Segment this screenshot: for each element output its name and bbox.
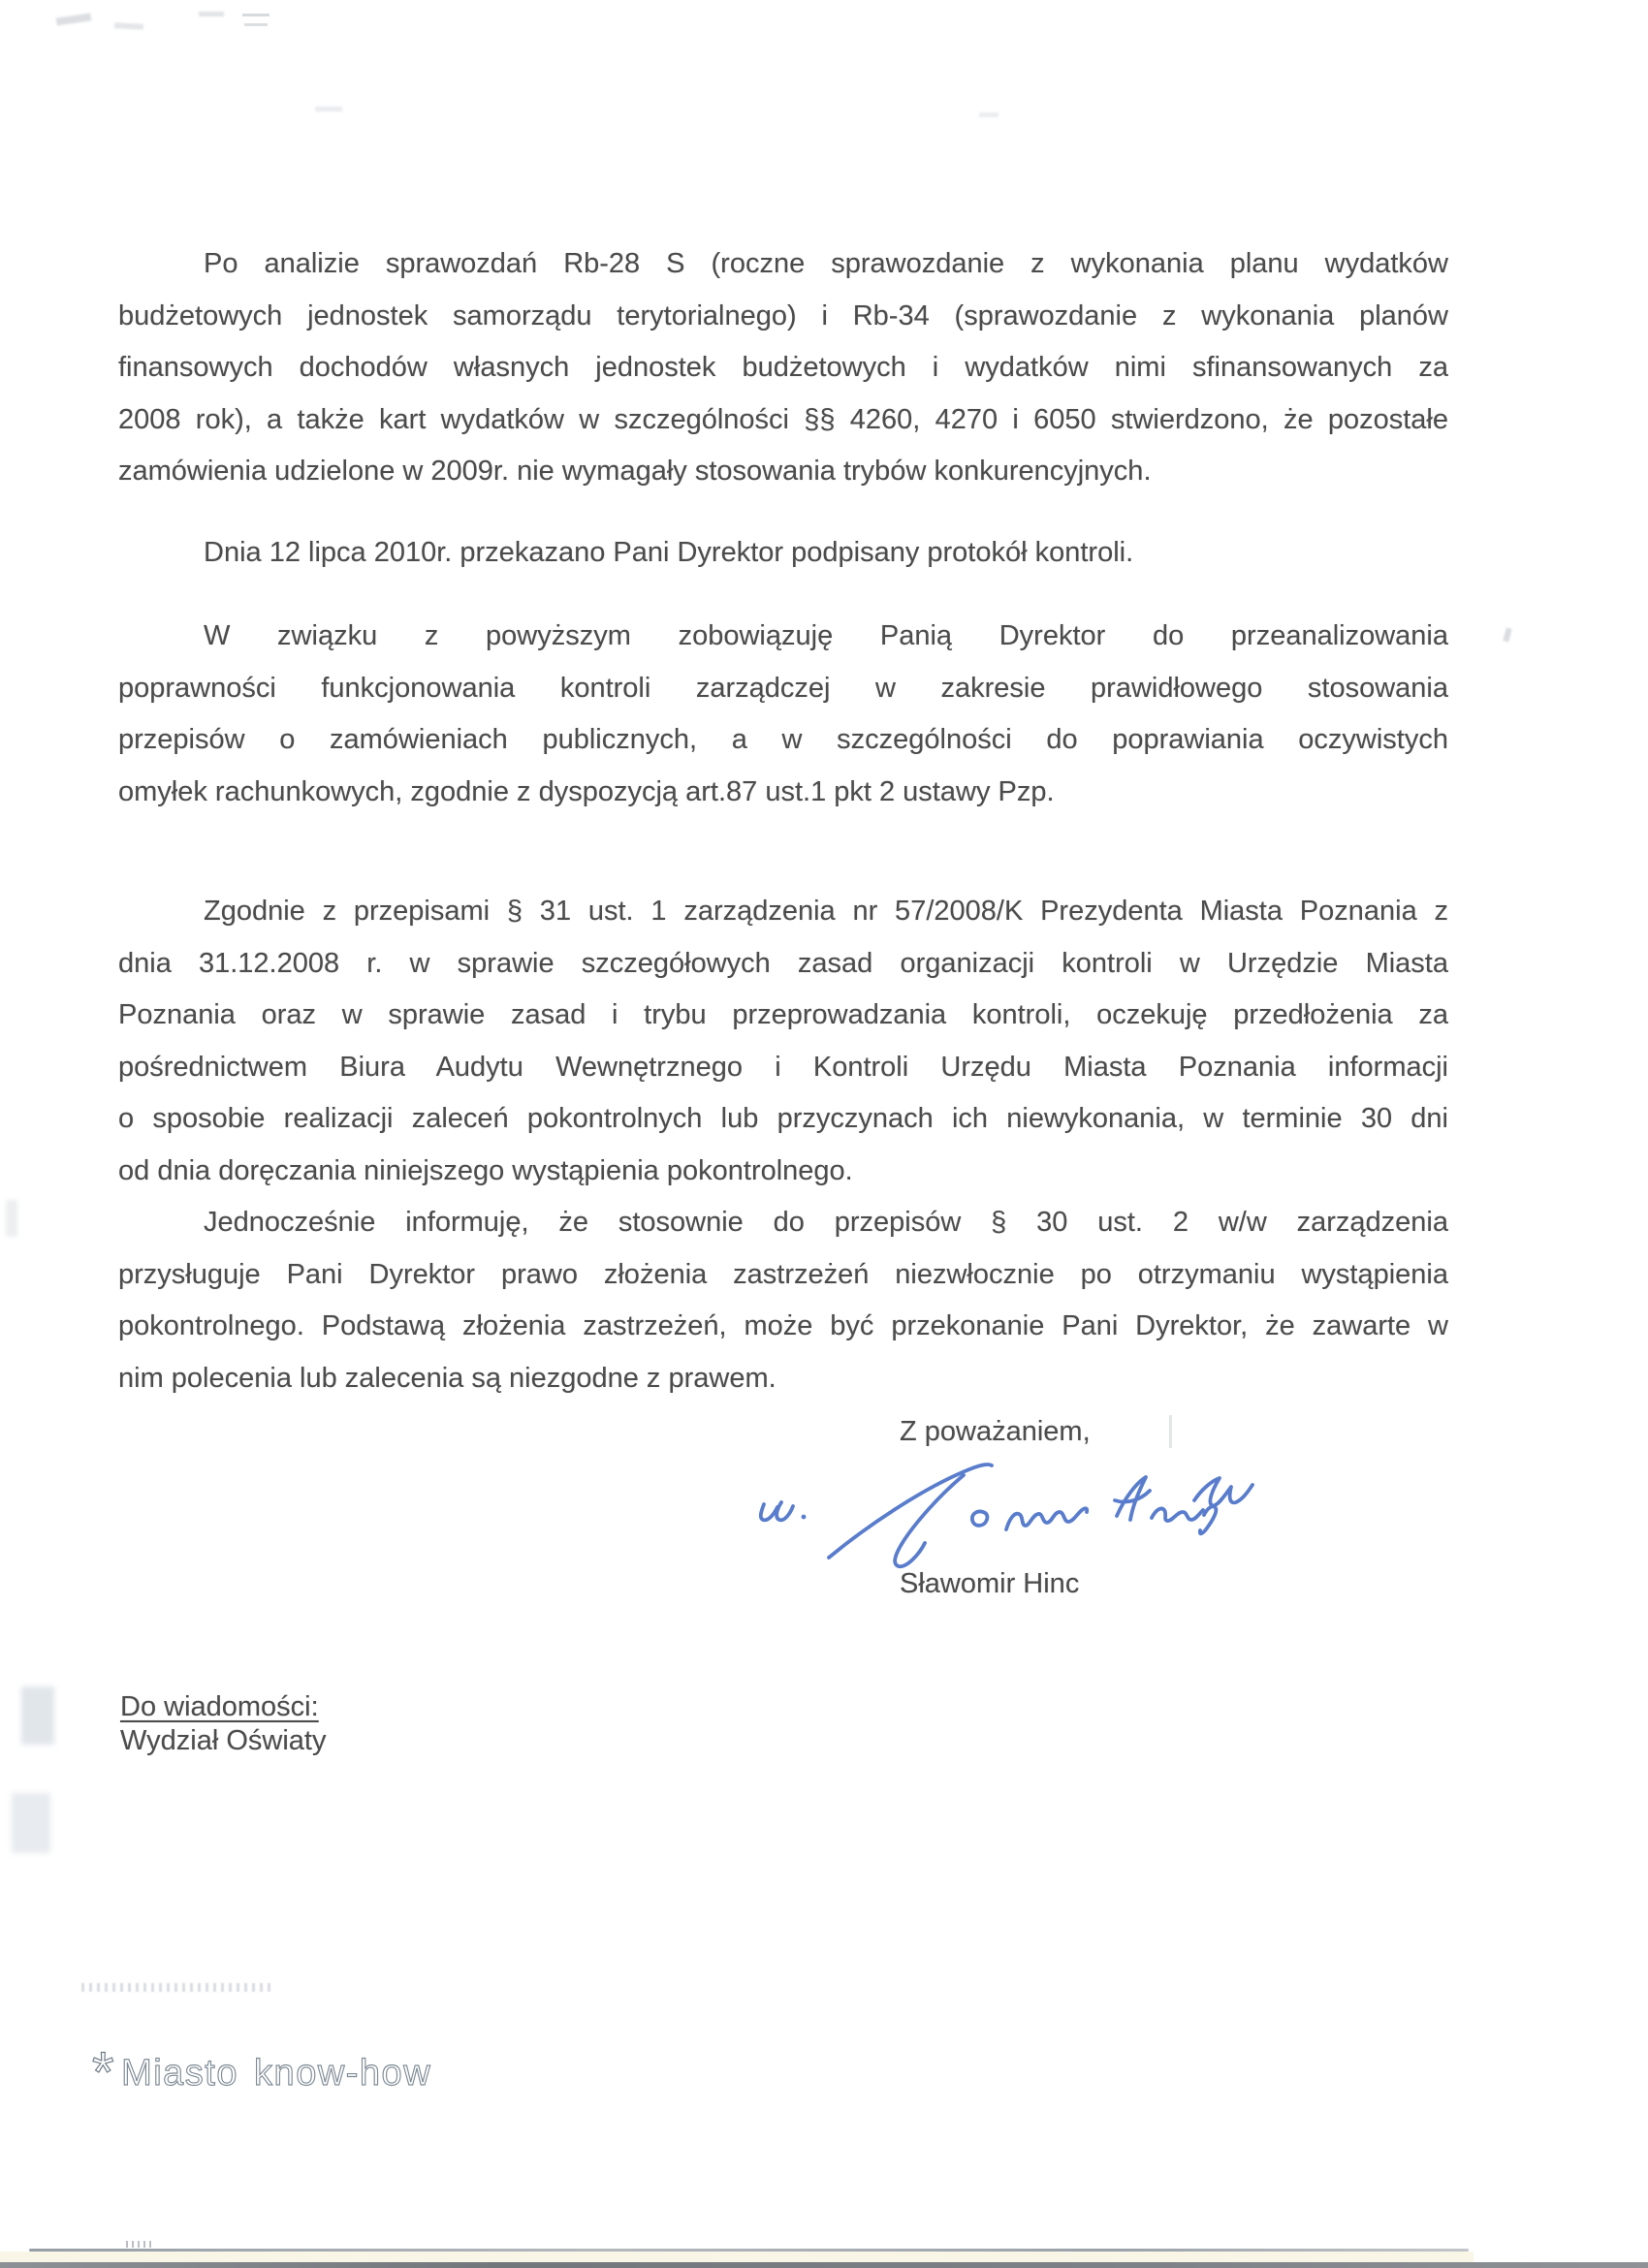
scan-artifact — [114, 22, 143, 30]
scan-artifact — [242, 14, 269, 16]
text-line: pośrednictwem Biura Audytu Wewnętrznego i Kontroli Urzędu Miasta Poznania informacji — [118, 1051, 1448, 1083]
cc-block — [120, 1690, 326, 1758]
scan-artifact-micro-text — [81, 1983, 271, 1992]
text-line: Dnia 12 lipca 2010r. przekazano Pani Dyrektor podpisany protokół kontroli. — [204, 536, 1134, 568]
cc-recipient: Wydział Oświaty — [120, 1725, 327, 1756]
paragraph — [118, 527, 1448, 580]
scan-edge-shadow — [0, 2262, 1648, 2268]
footer-brand — [92, 2033, 432, 2104]
signer-name: Sławomir Hinc — [900, 1568, 1080, 1599]
text-line: budżetowych jednostek samorządu terytorialnego) i Rb-34 (sprawozdanie z wykonania planów — [118, 299, 1448, 331]
text-line: omyłek rachunkowych, zgodnie z dyspozycją art.87 ust.1 pkt 2 ustawy Pzp. — [118, 775, 1055, 807]
scan-artifact — [1169, 1415, 1172, 1448]
closing-salutation: Z poważaniem, — [900, 1416, 1091, 1447]
paragraph — [118, 886, 1448, 1197]
scan-artifact — [56, 14, 92, 26]
scan-artifact — [21, 1686, 54, 1745]
text-line: nim polecenia lub zalecenia są niezgodne z prawem. — [118, 1362, 776, 1394]
text-line: poprawności funkcjonowania kontroli zarządczej w zakresie prawidłowego stosowania — [118, 672, 1448, 704]
text-line: W związku z powyższym zobowiązuję Panią Dyrektor do przeanalizowania — [204, 620, 1448, 651]
paragraph — [118, 611, 1448, 818]
scan-artifact — [6, 1200, 17, 1237]
paragraph — [118, 238, 1448, 498]
scan-artifact — [1503, 627, 1511, 642]
text-line: przysługuje Pani Dyrektor prawo złożenia zastrzeżeń niezwłocznie po otrzymaniu wystąpienia — [118, 1258, 1448, 1290]
text-line: pokontrolnego. Podstawą złożenia zastrzeżeń, może być przekonanie Pani Dyrektor, że zawarte w — [118, 1310, 1448, 1341]
text-line: Po analizie sprawozdań Rb-28 S (roczne sprawozdanie z wykonania planu wydatków — [204, 248, 1448, 279]
text-line: przepisów o zamówieniach publicznych, a w szczególności do poprawiania oczywistych — [118, 724, 1448, 755]
text-line: dnia 31.12.2008 r. w sprawie szczegółowych zasad organizacji kontroli w Urzędzie Miasta — [118, 947, 1448, 979]
signature-prefix-stroke — [761, 1504, 777, 1520]
scan-artifact — [979, 112, 998, 117]
asterisk-logo-icon: * — [92, 2041, 116, 2104]
text-line: 2008 rok), a także kart wydatków w szczególności §§ 4260, 4270 i 6050 stwierdzono, że pozostałe — [118, 403, 1448, 435]
cc-label: Do wiadomości: — [120, 1691, 319, 1722]
footer-brand-text: Miasto know-how — [121, 2053, 432, 2094]
scan-artifact — [12, 1793, 50, 1853]
text-line: finansowych dochodów własnych jednostek budżetowych i wydatków nimi sfinansowanych za — [118, 352, 1448, 383]
text-line: Zgodnie z przepisami § 31 ust. 1 zarządzenia nr 57/2008/K Prezydenta Miasta Poznania z — [204, 896, 1448, 927]
handwritten-signature — [756, 1460, 1260, 1586]
paragraph — [118, 1197, 1448, 1404]
scan-artifact — [244, 23, 268, 26]
body-paragraphs — [118, 238, 1448, 1404]
scan-artifact — [126, 2241, 151, 2248]
text-line: o sposobie realizacji zaleceń pokontrolnych lub przyczynach ich niewykonania, w terminie 30 dni — [118, 1103, 1448, 1134]
text-line: Poznania oraz w sprawie zasad i trybu przeprowadzania kontroli, oczekuję przedłożenia za — [118, 999, 1448, 1030]
scan-artifact — [315, 107, 342, 111]
text-line: od dnia doręczania niniejszego wystąpienia pokontrolnego. — [118, 1154, 853, 1186]
scan-artifact — [199, 12, 224, 16]
text-line: zamówienia udzielone w 2009r. nie wymagały stosowania trybów konkurencyjnych. — [118, 456, 1152, 487]
text-line: Jednocześnie informuję, że stosownie do przepisów § 30 ust. 2 w/w zarządzenia — [204, 1207, 1448, 1238]
